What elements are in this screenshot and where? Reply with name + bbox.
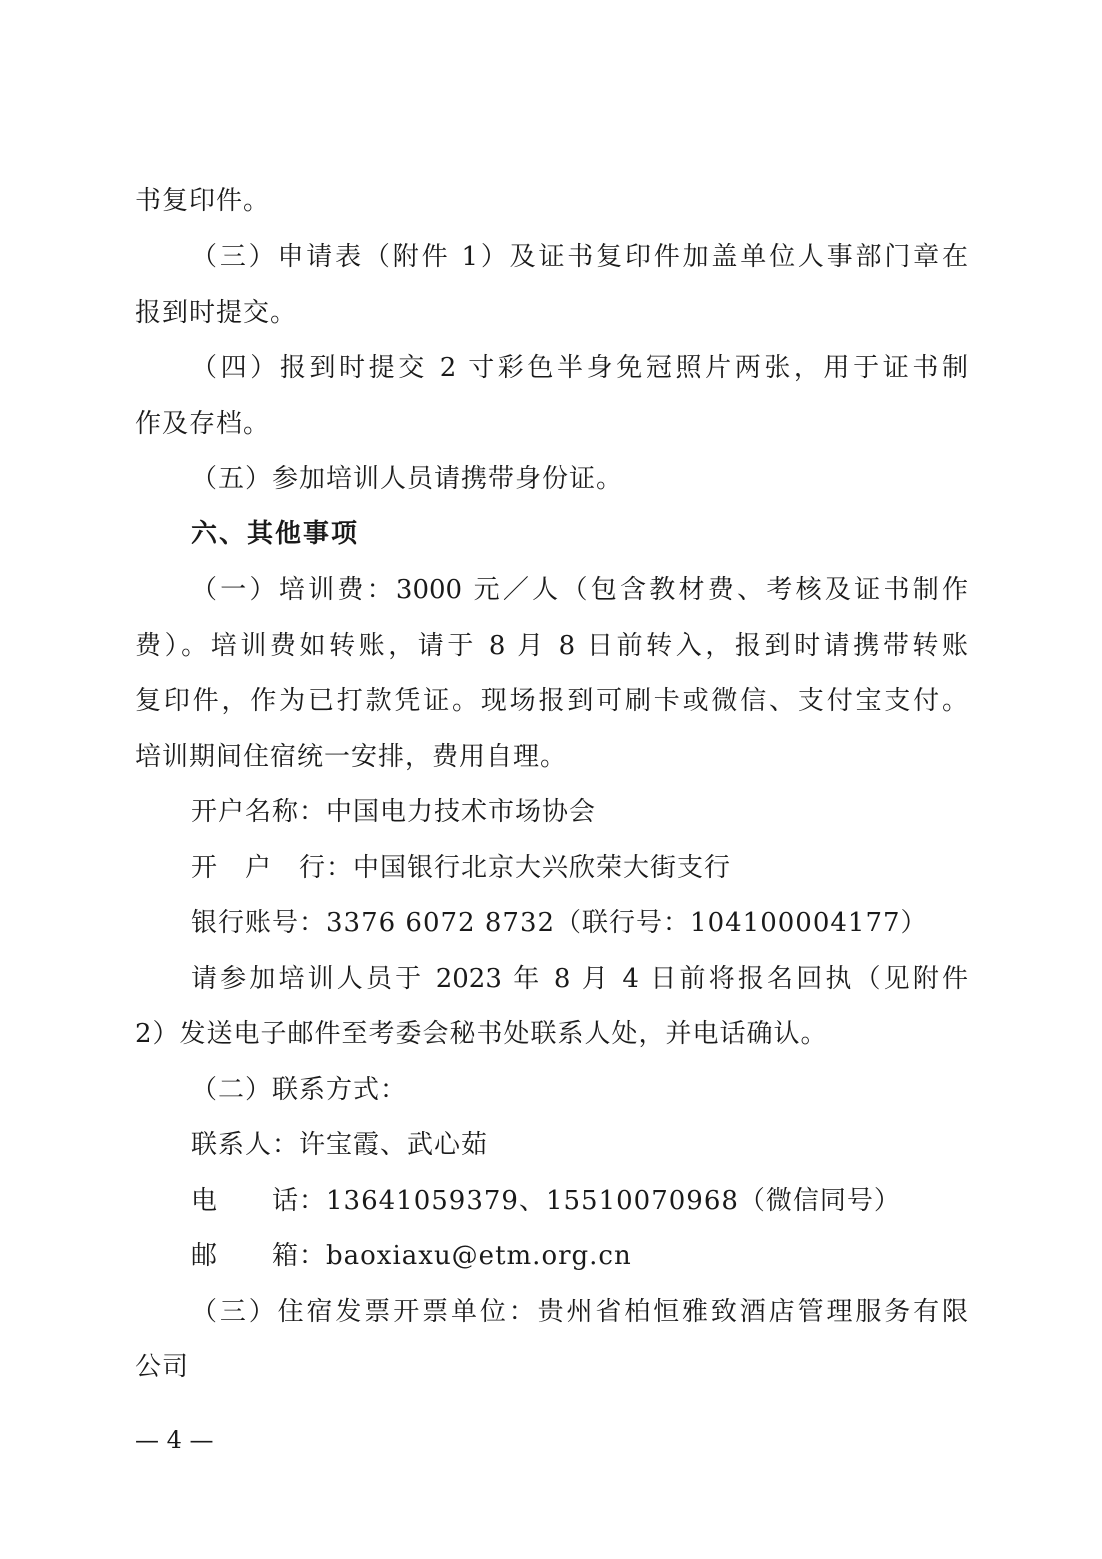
text-line: 费）。培训费如转账，请于 8 月 8 日前转入，报到时请携带转账 xyxy=(135,631,968,661)
text-line: 请参加培训人员于 2023 年 8 月 4 日前将报名回执（见附件 xyxy=(191,964,968,994)
text-line: 报到时提交。 xyxy=(135,298,298,328)
bank-account: 银行账号：3376 6072 8732（联行号：104100004177） xyxy=(191,908,928,938)
contact-phone: 电 话：13641059379、15510070968（微信同号） xyxy=(191,1186,901,1216)
page-number: — 4 — xyxy=(135,1426,214,1454)
contact-person: 联系人：许宝霞、武心茹 xyxy=(191,1130,489,1160)
text-line: 书复印件。 xyxy=(135,186,271,216)
text-line: （一）培训费：3000 元／人（包含教材费、考核及证书制作 xyxy=(191,575,968,605)
account-name: 开户名称：中国电力技术市场协会 xyxy=(191,797,597,827)
text-line: （二）联系方式： xyxy=(191,1075,408,1105)
bank-name: 开 户 行：中国银行北京大兴欣荣大街支行 xyxy=(191,853,732,883)
text-line: 2）发送电子邮件至考委会秘书处联系人处，并电话确认。 xyxy=(135,1019,828,1049)
text-line: （五）参加培训人员请携带身份证。 xyxy=(191,464,624,494)
text-line: （四）报到时提交 2 寸彩色半身免冠照片两张，用于证书制 xyxy=(191,353,968,383)
text-line: 培训期间住宿统一安排，费用自理。 xyxy=(135,742,568,772)
section-heading: 六、其他事项 xyxy=(191,519,360,549)
text-line: 公司 xyxy=(135,1352,190,1382)
contact-email: 邮 箱：baoxiaxu@etm.org.cn xyxy=(191,1241,632,1271)
text-line: （三）申请表（附件 1）及证书复印件加盖单位人事部门章在 xyxy=(191,242,968,272)
text-line: 复印件，作为已打款凭证。现场报到可刷卡或微信、支付宝支付。 xyxy=(135,686,968,716)
text-line: 作及存档。 xyxy=(135,409,271,439)
text-line: （三）住宿发票开票单位：贵州省柏恒雅致酒店管理服务有限 xyxy=(191,1297,968,1327)
